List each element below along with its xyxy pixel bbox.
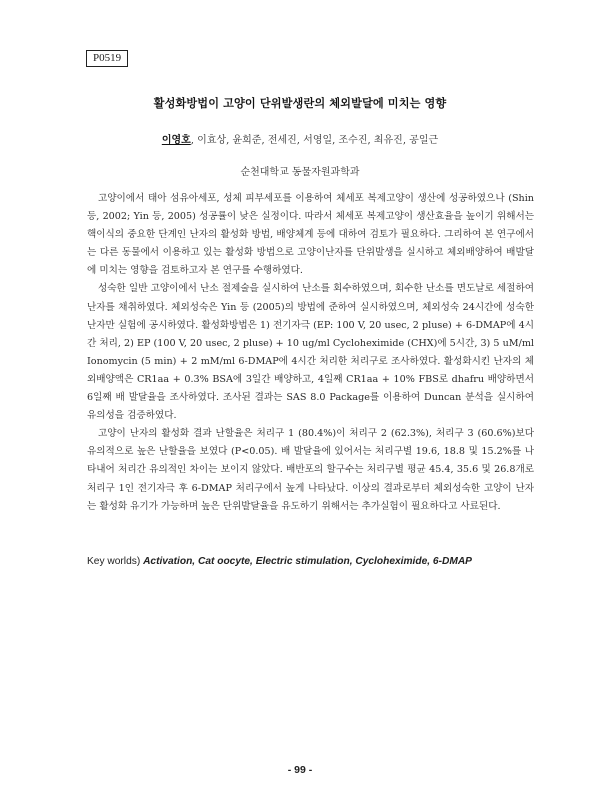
co-authors: , 이효상, 윤희준, 전세진, 서영일, 조수진, 최유진, 공일근 bbox=[190, 135, 439, 146]
keywords-label: Key worlds) bbox=[87, 556, 141, 567]
paragraph-results: 고양이 난자의 활성화 결과 난할율은 처리구 1 (80.4%)이 처리구 2 (62.3%), 처리구 3 (60.6%)보다 유의적으로 높은 난할율을 보였다 (P<0.05). 배 발달율에 있어서는 처리구별 19.6, 18.8 및 15.2%를 나타내어 처리간 유의적인 차이는 보이지 않았다. 배반포의 할구수는 처리구별 평균 45.4, 35.6 및 26.8개로 처리구 1인 전기자극 후 6-DMAP 처리구에서 높게 나타났다. 이상의 결과로부터 체외성숙한 고양이 난자는 활성화 유기가 가능하며 높은 단위발달율을 유도하기 위해서는 추가실험이 필요하다고 사료된다. bbox=[87, 428, 534, 512]
paragraph-introduction: 고양이에서 태아 섬유아세포, 성체 피부세포를 이용하여 체세포 복제고양이 생산에 성공하였으나 (Shin 등, 2002; Yin 등, 2005) 성공률이 낮은 실정이다. 따라서 체세포 복제고양이 생산효율을 높이기 위해서는 핵이식의 중요한 단계인 난자의 활성화 방법, 배양체계 등에 대하여 검토가 필요하다. 그리하여 본 연구에서는 다른 동물에서 이용하고 있는 활성화 방법으로 고양이난자를 단위발생을 실시하고 체외배양하여 배발달에 미치는 영향을 검토하고자 본 연구를 수행하였다. bbox=[87, 193, 534, 277]
abstract-code: P0519 bbox=[86, 50, 128, 67]
paper-title: 활성화방법이 고양이 단위발생란의 체외발달에 미치는 영향 bbox=[153, 97, 447, 110]
author-list bbox=[0, 131, 600, 146]
abstract-body bbox=[87, 190, 534, 516]
keywords-line bbox=[87, 556, 537, 567]
keywords-terms: Activation, Cat oocyte, Electric stimulation, Cycloheximide, 6-DMAP bbox=[143, 556, 472, 567]
paragraph-methods: 성숙한 일반 고양이에서 난소 절제술을 실시하여 난소를 회수하였으며, 회수한 난소를 면도날로 세절하여 난자를 채취하였다. 체외성숙은 Yin 등 (2005)의 방법에 준하여 실시하였으며, 체외성숙 24시간에 성숙한 난자만 실험에 공시하였다. 활성화방법은 1) 전기자극 (EP: 100 V, 20 usec, 2 pluse) + 6-DMAP에 4시간 처리, 2) EP (100 V, 20 usec, 2 pluse) + 10 ug/ml Cycloheximide (CHX)에 5시간, 3) 5 uM/ml Ionomycin (5 min) + 2 mM/ml 6-DMAP에 4시간 처리한 처리구로 조사하였다. 활성화시킨 난자의 체외배양액은 CR1aa + 0.3% BSA에 3일간 배양하고, 4일째 CR1aa + 10% FBS로 dhafru 배양하면서 6일째 배 발달율을 조사하였다. 조사된 결과는 SAS 8.0 Package를 이용하여 Duncan 분석을 실시하여 유의성을 검증하였다. bbox=[87, 283, 534, 422]
presenting-author: 이영호 bbox=[161, 135, 191, 146]
affiliation: 순천대학교 동물자원과학과 bbox=[240, 167, 360, 178]
page-number: - 99 - bbox=[287, 764, 313, 776]
